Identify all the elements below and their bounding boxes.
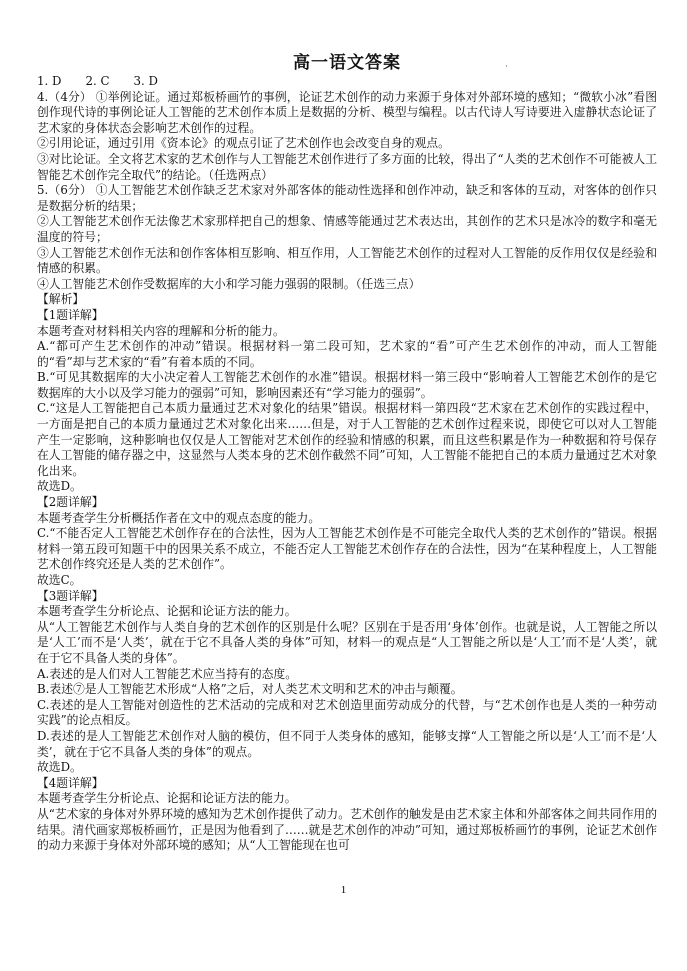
answer-item: 3. D — [133, 74, 158, 88]
section-heading: 【1题详解】 — [37, 307, 104, 322]
paragraph: ②引用论证，通过引用《资本论》的观点引证了艺术创作也会改变自身的观点。 — [37, 136, 450, 151]
answer-item: 1. D — [37, 74, 62, 88]
answer-item: 2. C — [85, 74, 110, 88]
paragraph: D.表述的是人工智能艺术创作对人脑的模仿，但不同于人类身体的感知，能够支撑“人工智能之所以是‘人工’而不是‘人类’，就在于它不具备人类的身体”的观点。 — [37, 728, 657, 759]
paragraph: A.“都可产生艺术创作的冲动”错误。根据材料一第二段可知，艺术家的“看”可产生艺术创作的冲动，而人工智能的“看”却与艺术家的“看”有着本质的不同。 — [37, 339, 657, 369]
paragraph: ③人工智能艺术创作无法和创作客体相互影响、相互作用，人工智能艺术创作的过程对人工智能的反作用仅仅是经验和情感的积累。 — [37, 245, 657, 276]
paragraph: B.表述⑦是人工智能艺术形成“人格”之后，对人类艺术文明和艺术的冲击与颠覆。 — [37, 682, 463, 697]
answer-key-row — [37, 74, 657, 90]
paragraph: A.表述的是人们对人工智能艺术应当持有的态度。 — [37, 666, 298, 681]
paragraph: ④人工智能艺术创作受数据库的大小和学习能力强弱的限制。（任选三点） — [37, 276, 421, 291]
paragraph: 5.（6分） ①人工智能艺术创作缺乏艺术家对外部客体的能动性选择和创作冲动，缺乏和客体的互动，对客体的创作只是数据分析的结果； — [37, 183, 657, 213]
paragraph: C.“这是人工智能把自己本质力量通过艺术对象化的结果”错误。根据材料一第四段“艺术家在艺术创作的实践过程中，一方面是把自己的本质力量通过艺术对象化出来……但是，对于人工智能的艺术创作过程来说，即使它可以对人工智能产生一定影响，这种影响也仅仅是人工智能对艺术创作的经验和情感的积累，而且这些积累是作为一种数据和符号保存在人工智能的储存器之中，这显然与人类本身的艺术创作截然不同”可知，人工智能不能把自己的本质力量通过艺术对象化出来。 — [37, 401, 657, 478]
paragraph: 本题考查对材料相关内容的理解和分析的能力。 — [37, 323, 285, 338]
paragraph: 4.（4分） ①举例论证。通过郑板桥画竹的事例，论证艺术创作的动力来源于身体对外部环境的感知；“微软小冰”看图创作现代诗的事例论证人工智能的艺术创作本质上是数据的分析、模型与编程。以古代诗人写诗要进入虚静状态论证了艺术家的身体状态会影响艺术创作的过程。 — [37, 89, 657, 135]
paragraph: 本题考查学生分析概括作者在文中的观点态度的能力。 — [37, 510, 321, 525]
paragraph: 故选D。 — [37, 479, 82, 494]
section-heading: 【解析】 — [37, 292, 85, 307]
section-heading: 【2题详解】 — [37, 495, 104, 510]
section-heading: 【3题详解】 — [37, 588, 104, 603]
page-title: 高一语文答案 — [293, 53, 401, 73]
paragraph: 故选D。 — [37, 760, 82, 775]
paragraph: 本题考查学生分析论点、论据和论证方法的能力。 — [37, 791, 297, 806]
paragraph: 本题考查学生分析论点、论据和论证方法的能力。 — [37, 604, 297, 619]
answer-body — [37, 90, 657, 854]
paragraph: ②人工智能艺术创作无法像艺术家那样把自己的想象、情感等能通过艺术表达出，其创作的艺术只是冰冷的数字和毫无温度的符号； — [37, 214, 657, 244]
paragraph: ③对比论证。全文将艺术家的艺术创作与人工智能艺术创作进行了多方面的比较，得出了“人类的艺术创作不可能被人工智能艺术创作完全取代”的结论。（任选两点） — [37, 151, 657, 182]
paragraph: 从“人工智能艺术创作与人类自身的艺术创作的区别是什么呢？区别在于是否用‘身体’创作。也就是说，人工智能之所以是‘人工’而不是‘人类’，就在于它不具备人类的身体”可知，材料一的观点是“人工智能之所以是‘人工’而不是‘人类’，就在于它不具备人类的身体”。 — [37, 619, 657, 665]
paragraph: C.表述的是人工智能对创造性的艺术活动的完成和对艺术创造里面劳动成分的代替，与“艺术创作也是人类的一种劳动实践”的论点相反。 — [37, 697, 657, 728]
stray-mark: · — [505, 62, 508, 71]
section-heading: 【4题详解】 — [37, 775, 104, 790]
paragraph: 故选C。 — [37, 573, 82, 587]
paragraph: B.“可见其数据库的大小决定着人工智能艺术创作的水准”错误。根据材料一第三段中“影响着人工智能艺术创作的是它数据库的大小以及学习能力的强弱”可知，影响因素还有“学习能力的强弱”。 — [37, 370, 657, 400]
page-number: 1 — [340, 884, 347, 896]
paragraph: 从“艺术家的身体对外界环境的感知为艺术创作提供了动力。艺术创作的触发是由艺术家主体和外部客体之间共同作用的结果。清代画家郑板桥画竹，正是因为他看到了……就是艺术创作的冲动”可知，通过郑板桥画竹的事例，论证艺术创作的动力来源于身体对外部环境的感知；从“人工智能现在也可 — [37, 806, 657, 853]
paragraph: C.“不能否定人工智能艺术创作存在的合法性，因为人工智能艺术创作是不可能完全取代人类的艺术创作的”错误。根据材料一第五段可知题干中的因果关系不成立，不能否定人工智能艺术创作存在的合法性，因为“在某种程度上，人工智能艺术创作终究还是人类的艺术创作”。 — [37, 526, 657, 572]
